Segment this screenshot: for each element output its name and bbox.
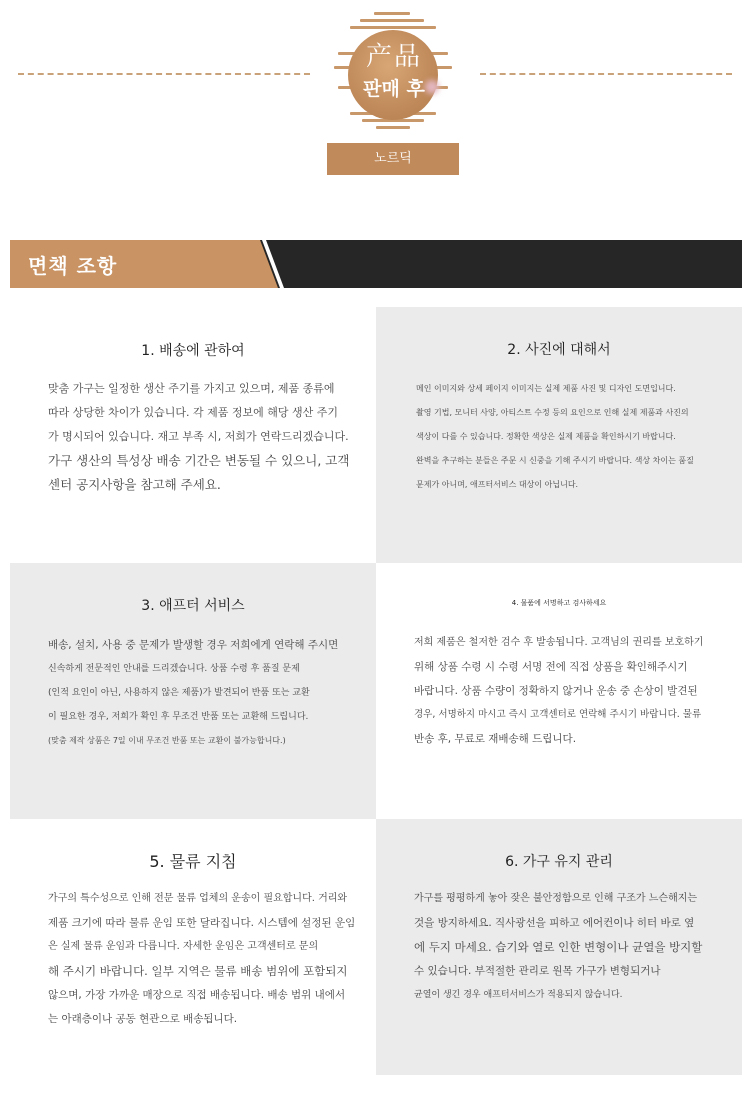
section-line: 경우, 서명하지 마시고 즉시 고객센터로 연락해 주시기 바랍니다. 물류 [414,709,702,720]
section-line: 이 필요한 경우, 저희가 확인 후 무조건 반품 또는 교환해 드립니다. [48,712,309,722]
section-line: 수 있습니다. 부적절한 관리로 원목 가구가 변형되거나 [414,965,661,977]
section-delivery [10,307,376,563]
emblem-title: 产品 [365,42,422,72]
section-line: 는 아래층이나 공동 현관으로 배송됩니다. [48,1013,238,1025]
section-line: 문제가 아니며, 애프터서비스 대상이 아닙니다. [416,480,579,489]
section-line: 해 주시기 바랍니다. 일부 지역은 물류 배송 범위에 포함되지 [48,964,348,978]
section-line: 가구를 평평하게 놓아 잦은 불안정함으로 인해 구조가 느슨해지는 [414,893,698,904]
section-line: 반송 후, 무료로 재배송해 드립니다. [414,733,577,745]
section-title: 5. 물류 지침 [149,852,237,871]
product-aftersales-emblem [330,8,458,128]
section-line: 가구 생산의 특성상 배송 기간은 변동될 수 있으니, 고객 [48,453,350,468]
section-title: 1. 배송에 관하여 [141,343,245,359]
section-line: 맞춤 가구는 일정한 생산 주기를 가지고 있으며, 제품 종류에 [48,382,335,395]
section-after-service [10,563,376,819]
banner-title: 면책 조항 [28,254,118,278]
section-title: 2. 사진에 대해서 [507,342,611,358]
section-line: 완벽을 추구하는 분들은 주문 시 신중을 기해 주시기 바랍니다. 색상 차이는 품질 [416,456,694,465]
section-title: 6. 가구 유지 관리 [505,854,613,870]
emblem-subtitle: 판매 후 [363,78,425,100]
section-line: 은 실제 물류 운임과 다릅니다. 자세한 운임은 고객센터로 문의 [48,941,319,952]
right-dashed-divider [480,73,732,75]
style-tag: 노르딕 [327,143,459,175]
section-line: 균열이 생긴 경우 애프터서비스가 적용되지 않습니다. [414,990,623,1000]
section-line: 촬영 기법, 모니터 사양, 아티스트 수정 등의 요인으로 인해 실제 제품과 사진의 [416,408,689,417]
section-line: 제품 크기에 따라 물류 운임 또한 달라집니다. 시스템에 설정된 운임 [48,917,356,929]
section-line: 위해 상품 수령 시 수령 서명 전에 직접 상품을 확인해주시기 [414,661,688,673]
section-line: 가 명시되어 있습니다. 재고 부족 시, 저희가 연락드리겠습니다. [48,430,349,443]
section-line: 센터 공지사항을 참고해 주세요. [48,477,221,492]
left-dashed-divider [18,73,310,75]
section-photos [376,307,742,563]
section-maintenance [376,819,742,1075]
section-line: 따라 상당한 차이가 있습니다. 각 제품 정보에 해당 생산 주기 [48,406,338,419]
section-line: 색상이 다를 수 있습니다. 정확한 색상은 실제 제품을 확인하시기 바랍니다. [416,432,676,441]
section-title: 4. 물품에 서명하고 검사하세요 [511,599,607,607]
section-line: 메인 이미지와 상세 페이지 이미지는 실제 제품 사진 및 디자인 도면입니다. [416,384,676,393]
section-line: 에 두지 마세요. 습기와 열로 인한 변형이나 균열을 방지할 [414,940,703,954]
section-logistics [10,819,376,1075]
section-line: 가구의 특수성으로 인해 전문 물류 업체의 운송이 필요합니다. 거리와 [48,893,348,904]
disclaimer-banner [10,240,742,288]
section-line: 것을 방지하세요. 직사광선을 피하고 에어컨이나 히터 바로 옆 [414,917,695,929]
section-line: 않으며, 가장 가까운 매장으로 직접 배송됩니다. 배송 범위 내에서 [48,989,346,1001]
section-line: 저희 제품은 철저한 검수 후 발송됩니다. 고객님의 권리를 보호하기 [414,637,704,648]
section-title: 3. 애프터 서비스 [141,598,245,614]
section-line: 배송, 설치, 사용 중 문제가 발생할 경우 저희에게 연락해 주시면 [48,639,339,651]
section-inspection [376,563,742,819]
section-line: 신속하게 전문적인 안내를 드리겠습니다. 상품 수령 후 품질 문제 [48,664,300,674]
section-line: (맞춤 제작 상품은 7일 이내 무조건 반품 또는 교환이 불가능합니다.) [48,736,286,745]
section-line: 바랍니다. 상품 수량이 정확하지 않거나 운송 중 손상이 발견된 [414,685,698,697]
section-line: (인적 요인이 아닌, 사용하지 않은 제품)가 발견되어 반품 또는 교환 [48,688,310,698]
